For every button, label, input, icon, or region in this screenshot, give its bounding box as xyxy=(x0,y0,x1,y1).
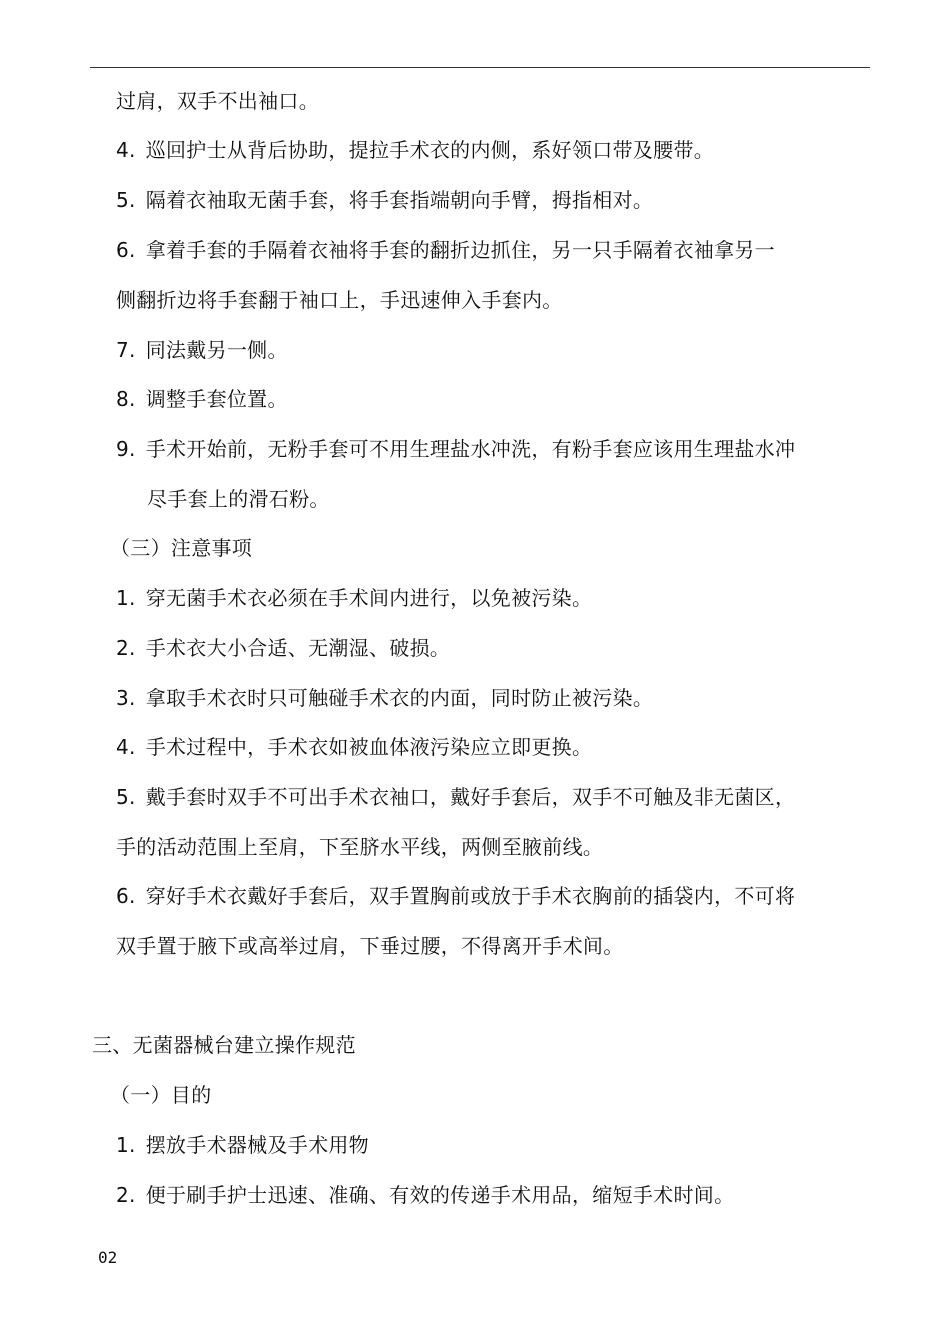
section-heading xyxy=(110,535,252,561)
line-text: 巡回护士从背后协助，提拉手术衣的内侧，系好领口带及腰带。 xyxy=(145,138,715,162)
text-line-continuation xyxy=(116,834,603,860)
page-number: 02 xyxy=(98,1248,118,1267)
line-text: 手的活动范围上至肩，下至脐水平线，两侧至腋前线。 xyxy=(116,835,604,859)
list-item-2 xyxy=(116,635,450,661)
list-item-4 xyxy=(116,734,592,760)
list-item-4 xyxy=(116,137,714,163)
list-item-3 xyxy=(116,685,653,711)
list-item-6 xyxy=(116,237,775,263)
line-text: 尽手套上的滑石粉。 xyxy=(147,487,330,511)
line-text: 同法戴另一侧。 xyxy=(145,338,288,362)
line-text: 调整手套位置。 xyxy=(145,387,288,411)
line-text: 戴手套时双手不可出手术衣袖口，戴好手套后，双手不可触及非无菌区， xyxy=(145,785,796,809)
list-number: 6. xyxy=(116,884,136,908)
list-item-7 xyxy=(116,337,288,363)
line-text: 手术过程中，手术衣如被血体液污染应立即更换。 xyxy=(145,735,593,759)
heading-text: （三）注意事项 xyxy=(110,536,253,560)
list-number: 4. xyxy=(116,735,136,759)
line-text: 双手置于腋下或高举过肩，下垂过腰，不得离开手术间。 xyxy=(116,934,624,958)
heading-text: （一）目的 xyxy=(110,1083,212,1107)
list-number: 2. xyxy=(116,1183,136,1207)
text-line-continuation xyxy=(147,486,330,512)
list-number: 7. xyxy=(116,338,136,362)
list-number: 2. xyxy=(116,636,136,660)
line-text: 拿取手术衣时只可触碰手术衣的内面，同时防止被污染。 xyxy=(145,686,654,710)
line-text: 隔着衣袖取无菌手套，将手套指端朝向手臂，拇指相对。 xyxy=(145,188,654,212)
text-line-continuation xyxy=(116,287,563,313)
list-item-5 xyxy=(116,784,795,810)
list-number: 1. xyxy=(116,1133,136,1157)
line-text: 穿好手术衣戴好手套后，双手置胸前或放于手术衣胸前的插袋内，不可将 xyxy=(145,884,796,908)
line-text: 手术衣大小合适、无潮湿、破损。 xyxy=(145,636,451,660)
line-text: 侧翻折边将手套翻于袖口上，手迅速伸入手套内。 xyxy=(116,288,563,312)
list-item-1 xyxy=(116,1132,369,1158)
line-text: 便于刷手护士迅速、准确、有效的传递手术用品，缩短手术时间。 xyxy=(145,1183,735,1207)
line-text: 穿无菌手术衣必须在手术间内进行，以免被污染。 xyxy=(145,586,593,610)
list-number: 1. xyxy=(116,586,136,610)
list-number: 5. xyxy=(116,188,136,212)
line-text: 拿着手套的手隔着衣袖将手套的翻折边抓住，另一只手隔着衣袖拿另一 xyxy=(145,238,775,262)
heading-text: 三、无菌器械台建立操作规范 xyxy=(92,1033,356,1057)
line-text: 过肩，双手不出袖口。 xyxy=(116,89,319,113)
line-text: 摆放手术器械及手术用物 xyxy=(145,1133,369,1157)
list-number: 6. xyxy=(116,238,136,262)
list-item-8 xyxy=(116,386,288,412)
list-item-9 xyxy=(116,436,795,462)
list-item-2 xyxy=(116,1182,734,1208)
line-text: 手术开始前，无粉手套可不用生理盐水冲洗，有粉手套应该用生理盐水冲 xyxy=(145,437,796,461)
list-number: 3. xyxy=(116,686,136,710)
list-number: 4. xyxy=(116,138,136,162)
text-line-continuation xyxy=(116,933,624,959)
list-number: 8. xyxy=(116,387,136,411)
header-rule xyxy=(90,67,870,68)
list-number: 5. xyxy=(116,785,136,809)
section-heading xyxy=(110,1082,212,1108)
list-item-5 xyxy=(116,187,653,213)
text-line-1 xyxy=(116,88,319,114)
list-item-6 xyxy=(116,883,795,909)
list-item-1 xyxy=(116,585,592,611)
list-number: 9. xyxy=(116,437,136,461)
chapter-heading xyxy=(92,1032,356,1058)
